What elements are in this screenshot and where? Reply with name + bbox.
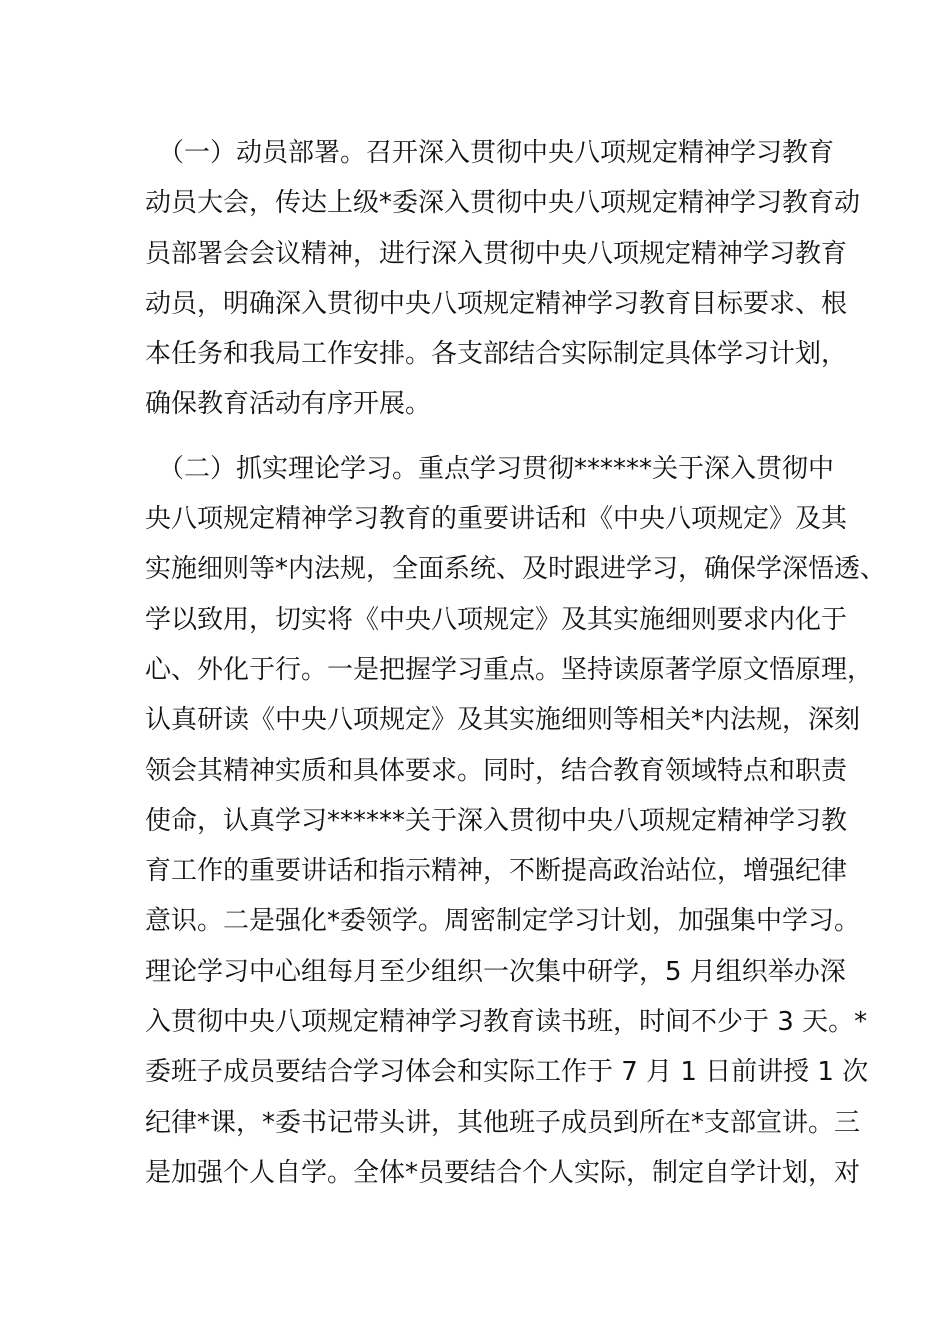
document-body <box>145 128 887 1198</box>
text-line: 认真研读《中央八项规定》及其实施细则等相关*内法规，深刻 <box>145 705 861 736</box>
text-line: 动员，明确深入贯彻中央八项规定精神学习教育目标要求、根 <box>145 288 848 319</box>
text-line: 员部署会会议精神，进行深入贯彻中央八项规定精神学习教育 <box>145 238 848 269</box>
text-line: （二）抓实理论学习。重点学习贯彻******关于深入贯彻中 <box>145 453 835 484</box>
text-line: 纪律*课，*委书记带头讲，其他班子成员到所在*支部宣讲。三 <box>145 1107 861 1138</box>
text-line: 委班子成员要结合学习体会和实际工作于 7 月 1 日前讲授 1 次 <box>145 1057 869 1088</box>
text-line: 实施细则等*内法规，全面系统、及时跟进学习，确保学深悟透、 <box>145 554 887 585</box>
text-line: 理论学习中心组每月至少组织一次集中研学，5 月组织举办深 <box>145 956 846 987</box>
text-line: 学以致用，切实将《中央八项规定》及其实施细则要求内化于 <box>145 604 848 635</box>
text-line: 本任务和我局工作安排。各支部结合实际制定具体学习计划， <box>145 339 848 370</box>
text-line: （一）动员部署。召开深入贯彻中央八项规定精神学习教育 <box>145 138 835 168</box>
text-line: 使命，认真学习******关于深入贯彻中央八项规定精神学习教 <box>145 805 848 836</box>
text-line: 确保教育活动有序开展。 <box>145 389 432 420</box>
text-line: 是加强个人自学。全体*员要结合个人实际，制定自学计划，对 <box>145 1157 861 1188</box>
text-line: 心、外化于行。一是把握学习重点。坚持读原著学原文悟原理， <box>145 654 874 685</box>
text-line: 意识。二是强化*委领学。周密制定学习计划，加强集中学习。 <box>145 906 861 937</box>
paragraph-mobilization <box>145 128 861 430</box>
text-line: 央八项规定精神学习教育的重要讲话和《中央八项规定》及其 <box>145 504 848 535</box>
text-line: 领会其精神实质和具体要求。同时，结合教育领域特点和职责 <box>145 755 848 786</box>
text-line: 动员大会，传达上级*委深入贯彻中央八项规定精神学习教育动 <box>145 188 861 219</box>
text-line: 育工作的重要讲话和指示精神，不断提高政治站位，增强纪律 <box>145 856 848 887</box>
paragraph-theory-study <box>145 444 887 1198</box>
text-line: 入贯彻中央八项规定精神学习教育读书班，时间不少于 3 天。* <box>145 1007 868 1038</box>
